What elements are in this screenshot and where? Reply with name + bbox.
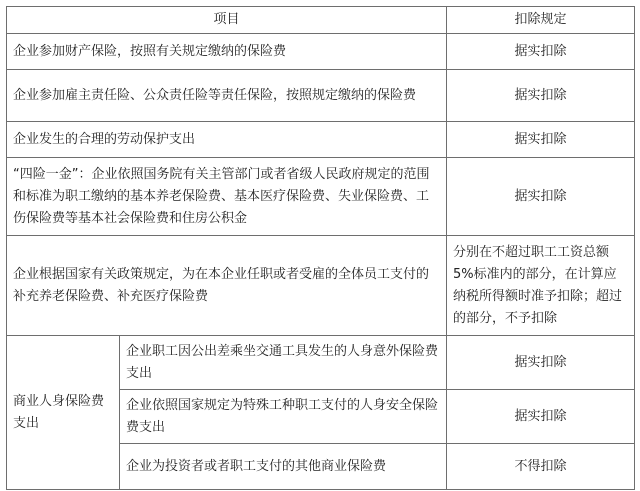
header-item: 项目 — [7, 7, 447, 34]
row-rule: 据实扣除 — [447, 158, 635, 236]
table-header-row — [7, 7, 635, 34]
header-rule: 扣除规定 — [447, 7, 635, 34]
row-rule: 据实扣除 — [447, 34, 635, 70]
table-row — [7, 336, 635, 390]
row-rule: 据实扣除 — [447, 70, 635, 122]
group-label: 商业人身保险费支出 — [7, 336, 120, 490]
row-item: 企业职工因公出差乘坐交通工具发生的人身意外保险费支出 — [120, 336, 447, 390]
row-rule: 据实扣除 — [447, 336, 635, 390]
row-rule: 据实扣除 — [447, 390, 635, 444]
row-item: 企业参加雇主责任险、公众责任险等责任保险，按照规定缴纳的保险费 — [7, 70, 447, 122]
row-rule: 不得扣除 — [447, 444, 635, 490]
table-row — [7, 236, 635, 336]
row-rule: 据实扣除 — [447, 122, 635, 158]
row-item: 企业参加财产保险，按照有关规定缴纳的保险费 — [7, 34, 447, 70]
table-row — [7, 158, 635, 236]
table-row — [7, 70, 635, 122]
row-item: 企业发生的合理的劳动保护支出 — [7, 122, 447, 158]
table-row — [7, 122, 635, 158]
deduction-table — [6, 6, 635, 490]
row-item: “四险一金”：企业依照国务院有关主管部门或者省级人民政府规定的范围和标准为职工缴纳的基本养老保险费、基本医疗保险费、失业保险费、工伤保险费等基本社会保险费和住房公积金 — [7, 158, 447, 236]
row-item: 企业根据国家有关政策规定，为在本企业任职或者受雇的全体员工支付的补充养老保险费、补充医疗保险费 — [7, 236, 447, 336]
row-item: 企业依照国家规定为特殊工种职工支付的人身安全保险费支出 — [120, 390, 447, 444]
table-row — [7, 34, 635, 70]
row-rule: 分别在不超过职工工资总额5%标准内的部分，在计算应纳税所得额时准予扣除；超过的部分，不予扣除 — [447, 236, 635, 336]
row-item: 企业为投资者或者职工支付的其他商业保险费 — [120, 444, 447, 490]
